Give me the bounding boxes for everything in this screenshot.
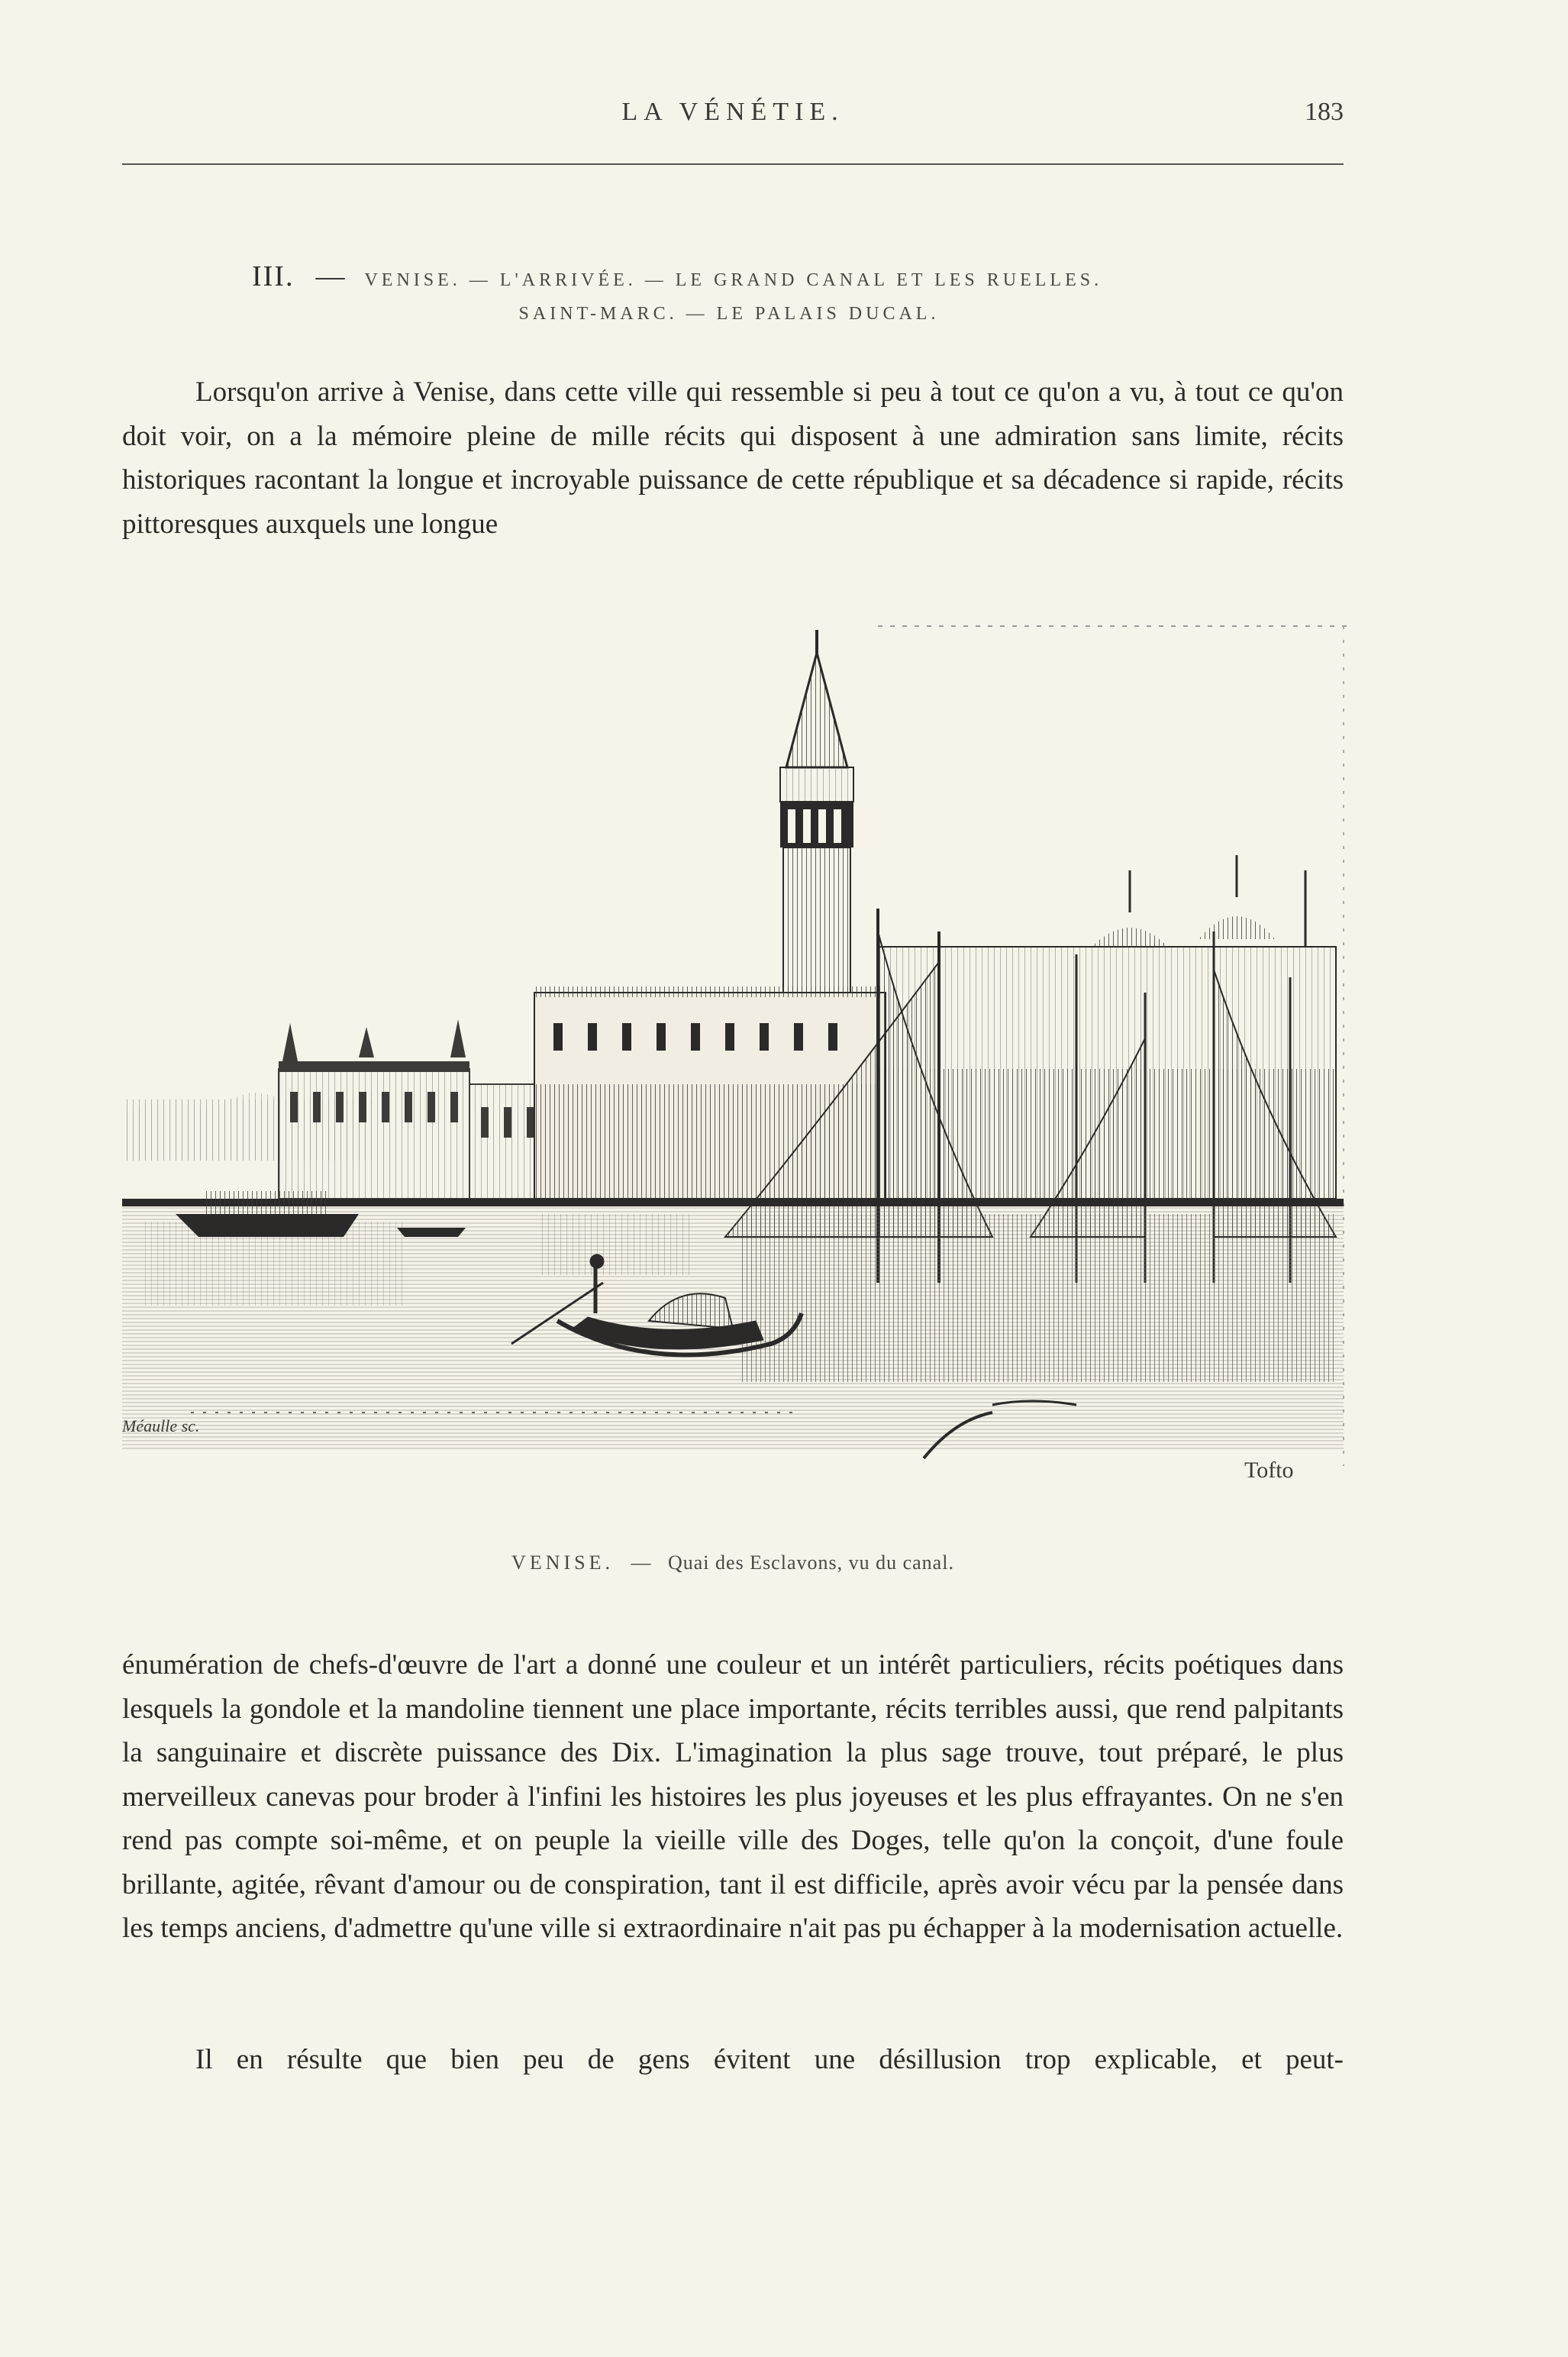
- paragraph-opening: Lorsqu'on arrive à Venise, dans cette ville qui ressemble si peu à tout ce qu'on a vu, à tout ce qu'on doit voir, on a la mémoire pleine de mille récits qui disposent à une admiration sans limite, récits historiques racontant la longue et incroyable puissance de cette république et sa décadence si rapide, récits pittoresques auxquels une longue: [122, 376, 1344, 540]
- running-title: LA VÉNÉTIE.: [621, 98, 844, 126]
- caption-separator: —: [631, 1551, 651, 1574]
- section-topics-line1: VENISE. — L'ARRIVÉE. — LE GRAND CANAL ET LES RUELLES.: [364, 270, 1103, 290]
- caption-place: VENISE.: [511, 1551, 614, 1574]
- caption-description: Quai des Esclavons, vu du canal.: [667, 1551, 954, 1574]
- paragraph-closing: Il en résulte que bien peu de gens évitent une désillusion trop explicable, et peut-: [195, 2044, 1344, 2075]
- section-topics-line2: SAINT-MARC. — LE PALAIS DUCAL.: [518, 304, 940, 324]
- section-dash: —: [315, 260, 345, 292]
- page-number: 183: [1305, 98, 1344, 126]
- section-numeral: III.: [252, 260, 295, 292]
- artist-signature: Tofto: [1244, 1458, 1294, 1483]
- engraving-illustration: [115, 611, 1366, 1512]
- venice-engraving: [115, 611, 1366, 1512]
- engraver-signature: Méaulle sc.: [122, 1416, 200, 1435]
- illustration-caption: [122, 1551, 1344, 1574]
- header-rule: [122, 163, 1344, 165]
- section-heading: [252, 260, 1267, 324]
- paragraph-continuation: énumération de chefs-d'œuvre de l'art a donné une couleur et un intérêt particuliers, récits poétiques dans lesquels la gondole et la mandoline tiennent une place importante, récits terribles aussi, que rend palpitants la sanguinaire et discrète puissance des Dix. L'imagination la plus sage trouve, tout préparé, le plus merveilleux canevas pour broder à l'infini les histoires les plus joyeuses et les plus effrayantes. On ne s'en rend pas compte soi-même, et on peuple la vieille ville des Doges, telle qu'on la conçoit, d'une foule brillante, agitée, rêvant d'amour ou de conspiration, tant il est difficile, après avoir vécu par la pensée dans les temps anciens, d'admettre qu'une ville si extraordinaire n'ait pas pu échapper à la modernisation actuelle.: [122, 1649, 1344, 1944]
- running-head: [122, 98, 1344, 144]
